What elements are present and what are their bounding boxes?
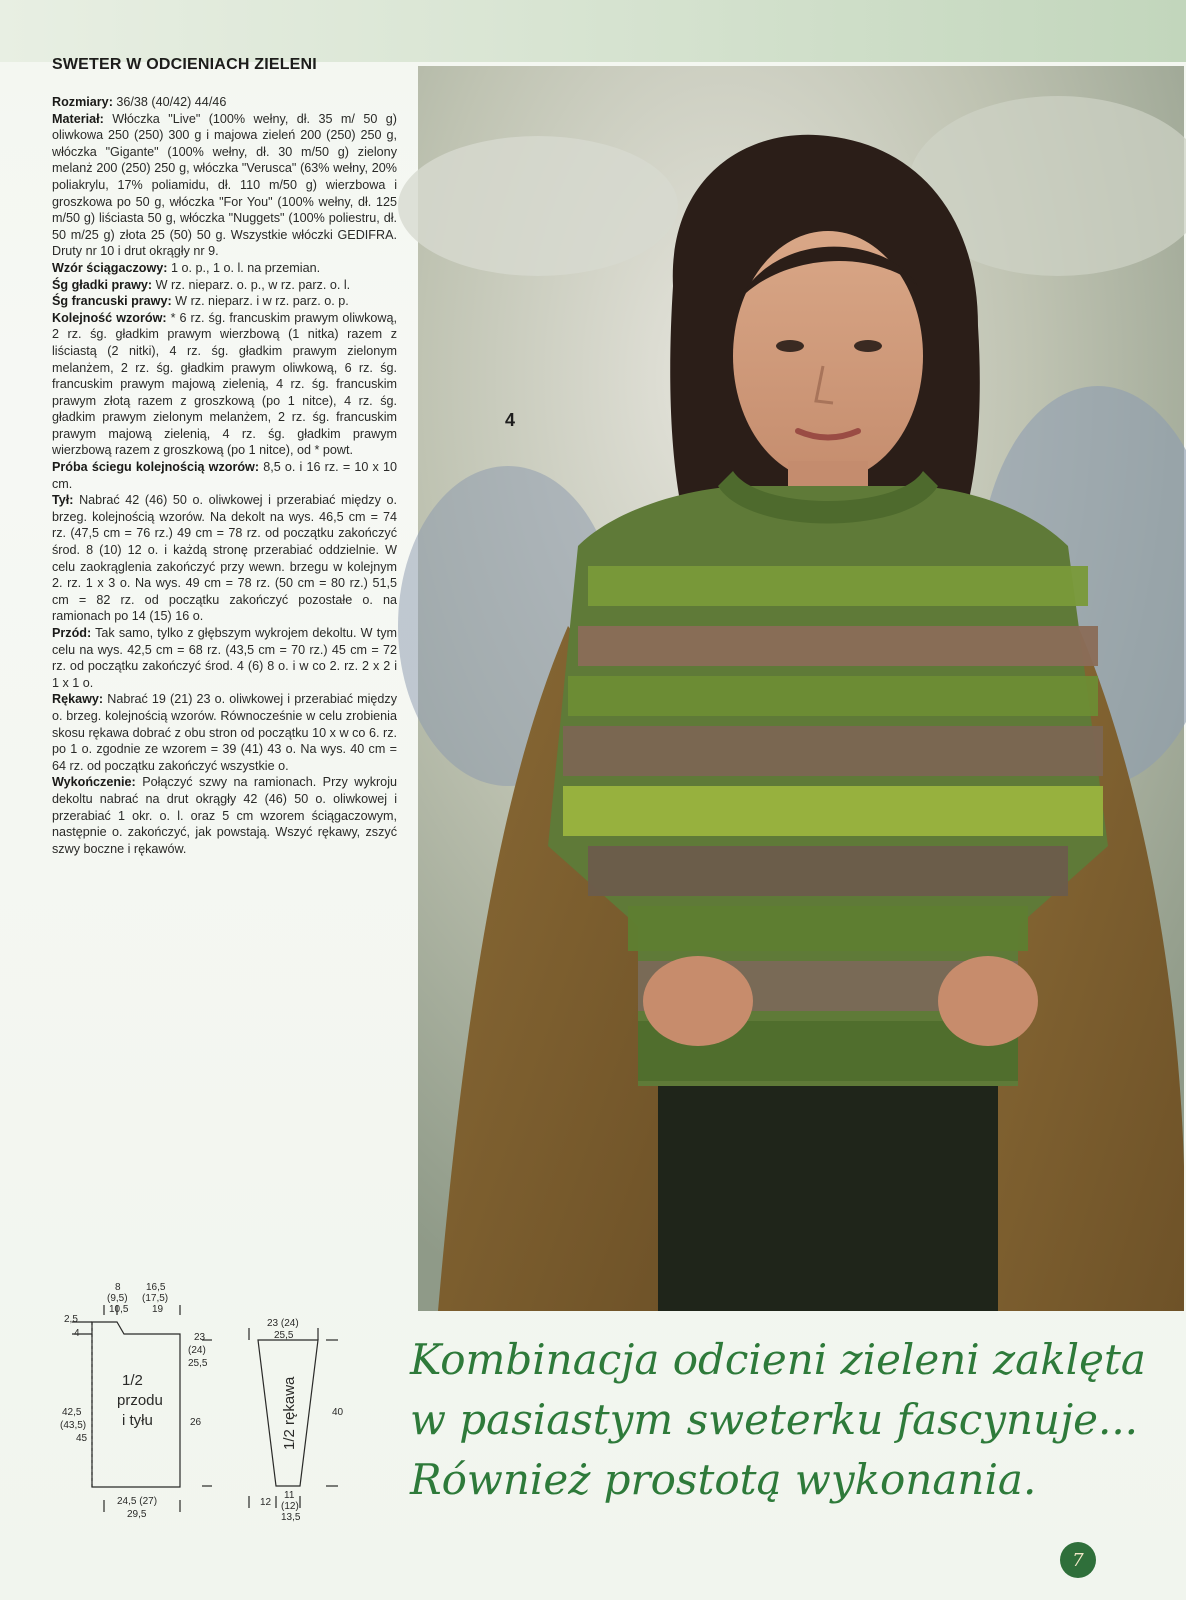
schematic-diagrams <box>60 1282 362 1530</box>
photo-number: 4 <box>505 410 516 430</box>
body-label-2: przodu <box>117 1392 163 1409</box>
instructions-column <box>52 56 397 857</box>
section-sizes: Rozmiary: 36/38 (40/42) 44/46 <box>52 95 227 109</box>
sleeve-top-a: 23 (24) <box>267 1318 299 1329</box>
section-front: Przód: Tak samo, tylko z głębszym wykrojem dekoltu. W tym celu na wys. 42,5 cm = 68 rz. (43,5 cm = 70 rz.) 45 cm = 72 rz. od początku zakończyć środ. 4 (6) 8 o. i w co 2. rz. 2 x 2 i 1 x 1 o. <box>52 626 397 690</box>
body-left-d: (43,5) <box>60 1420 87 1431</box>
sleeve-label: 1/2 rękawa <box>281 1376 298 1450</box>
body-right-a: 23 <box>194 1332 206 1343</box>
sleeve-top-b: 25,5 <box>274 1330 294 1341</box>
body-bottom-a: 24,5 (27) <box>117 1496 158 1507</box>
body-left-c: 42,5 <box>62 1407 82 1418</box>
body-left-e: 45 <box>76 1433 88 1444</box>
section-garter: Śg francuski prawy: W rz. nieparz. i w rz. parz. o. p. <box>52 294 349 309</box>
body-top-b: 16,5 <box>146 1282 166 1293</box>
body-label-3: i tyłu <box>122 1412 153 1429</box>
model-photo <box>418 66 1184 1311</box>
body-right-b: (24) <box>188 1345 206 1356</box>
body-top-f: 19 <box>152 1304 164 1315</box>
section-stockinette: Śg gładki prawy: W rz. nieparz. o. p., w rz. parz. o. l. <box>52 277 351 292</box>
body-right-c: 25,5 <box>188 1358 208 1369</box>
body-top-a: 8 <box>115 1282 121 1293</box>
sleeve-bottom-b: 11 <box>284 1490 295 1501</box>
sleeve-bottom-a: 12 <box>260 1497 272 1508</box>
instructions-text <box>52 94 397 857</box>
schematics <box>60 1282 362 1530</box>
section-gauge: Próba ściegu kolejnością wzorów: 8,5 o. i 16 rz. = 10 x 10 cm. <box>52 460 397 491</box>
caption-line-2: w pasiastym sweterku fascynuje... <box>410 1395 1139 1444</box>
page-number: 7 <box>1060 1542 1096 1578</box>
body-top-c: (9,5) <box>107 1293 128 1304</box>
section-material: Materiał: Włóczka "Live" (100% wełny, dł. 35 m/ 50 g) oliwkowa 250 (250) 300 g i majowa zieleń 200 (250) 250 g, włóczka "Gigante" (100% wełny, dł. 30 m/50 g) zielony melanż 200 (250) 250 g, włóczka "Verusca" (63% wełny, 20% poliakrylu, 17% poliamidu, dł. 110 m/50 g) wierzbowa i groszkowa po 50 g, włóczka "For You" (100% wełny, dł. 125 m/50 g) liściasta 50 g, włóczka "Nuggets" (100% poliestru, dł. 50 m/25 g) złota 25 (50) 50 g. Wszystkie włóczki GEDIFRA. Druty nr 10 i drut okrągły nr 9. <box>52 111 397 259</box>
body-top-d: (17,5) <box>142 1293 169 1304</box>
section-sleeves: Rękawy: Nabrać 19 (21) 23 o. oliwkowej i przerabiać między o. brzeg. kolejnością wzorów. Równocześnie w celu zrobienia skosu rękawa dobrać z obu stron od początku 10 x w co 6. rz. po 1 o. zgodnie ze wzorem = 39 (41) 43 o. Na wys. 40 cm = 64 rz. od początku zakończyć wszystkie o. <box>52 692 397 773</box>
caption-line-3: Również prostotą wykonania. <box>410 1455 1037 1504</box>
top-band <box>0 0 1186 62</box>
section-finishing: Wykończenie: Połączyć szwy na ramionach. Przy wykroju dekoltu nabrać na drut okrągły 42 (46) 50 o. oliwkowej i przerabiać 1 okr. o. l. oraz 5 cm wzorem ściągaczowym, następnie o. zakończyć, jak powstają. Wszyć rękawy, zszyć szwy boczne i rękawów. <box>52 775 397 856</box>
body-bottom-b: 29,5 <box>127 1509 147 1520</box>
body-left-b: 4 <box>74 1328 80 1339</box>
section-pattern-order: Kolejność wzorów: * 6 rz. śg. francuskim prawym oliwkową, 2 rz. śg. gładkim prawym wierzbową (1 nitka) razem z liściastą (2 nitki), 4 rz. śg. gładkim prawym zielonym melanżem, 2 rz. śg. gładkim prawym oliwkową, 6 rz. śg. francuskim prawym majową zielenią, 4 rz. śg. francuskim prawym złotą razem z groszkową (po 1 nitce), 4 rz. śg. gładkim prawym zielonym melanżem, 2 rz. śg. francuskim prawym majową zielenią, 4 rz. śg. gładkim prawym wierzbową razem z groszkową (po 1 nitce), od * powt. <box>52 310 397 458</box>
body-label-1: 1/2 <box>122 1372 143 1389</box>
section-back: Tył: Nabrać 42 (46) 50 o. oliwkowej i przerabiać między o. brzeg. kolejnością wzorów. Na dekolt na wys. 46,5 cm = 74 rz. (47,5 cm = 76 rz.) 49 cm = 78 rz. od początku zakończyć środ. 8 (10) 12 o. i każdą stronę przerabiać oddzielnie. W celu zaokrąglenia zakończyć przy wewn. brzegu w kolejnym 2. rz. 1 x 3 o. Na wys. 49 cm = 78 rz. (50 cm = 80 rz.) 51,5 cm = 82 rz. od początku zakończyć pozostałe o. na ramionach po 14 (15) 16 o. <box>52 493 397 624</box>
caption-line-1: Kombinacja odcieni zieleni zaklęta <box>410 1335 1146 1384</box>
section-rib-pattern: Wzór ściągaczowy: 1 o. p., 1 o. l. na przemian. <box>52 260 321 275</box>
sweater-model-illustration <box>418 66 1184 1311</box>
body-left-a: 2,5 <box>64 1314 78 1325</box>
sleeve-right: 40 <box>332 1407 344 1418</box>
pattern-title: SWETER W ODCIENIACH ZIELENI <box>52 56 317 73</box>
caption <box>410 1330 1170 1510</box>
body-right-d: 26 <box>190 1417 202 1428</box>
sleeve-bottom-c: (12) <box>281 1501 299 1512</box>
body-top-e: 10,5 <box>109 1304 129 1315</box>
sleeve-bottom-d: 13,5 <box>281 1512 301 1523</box>
